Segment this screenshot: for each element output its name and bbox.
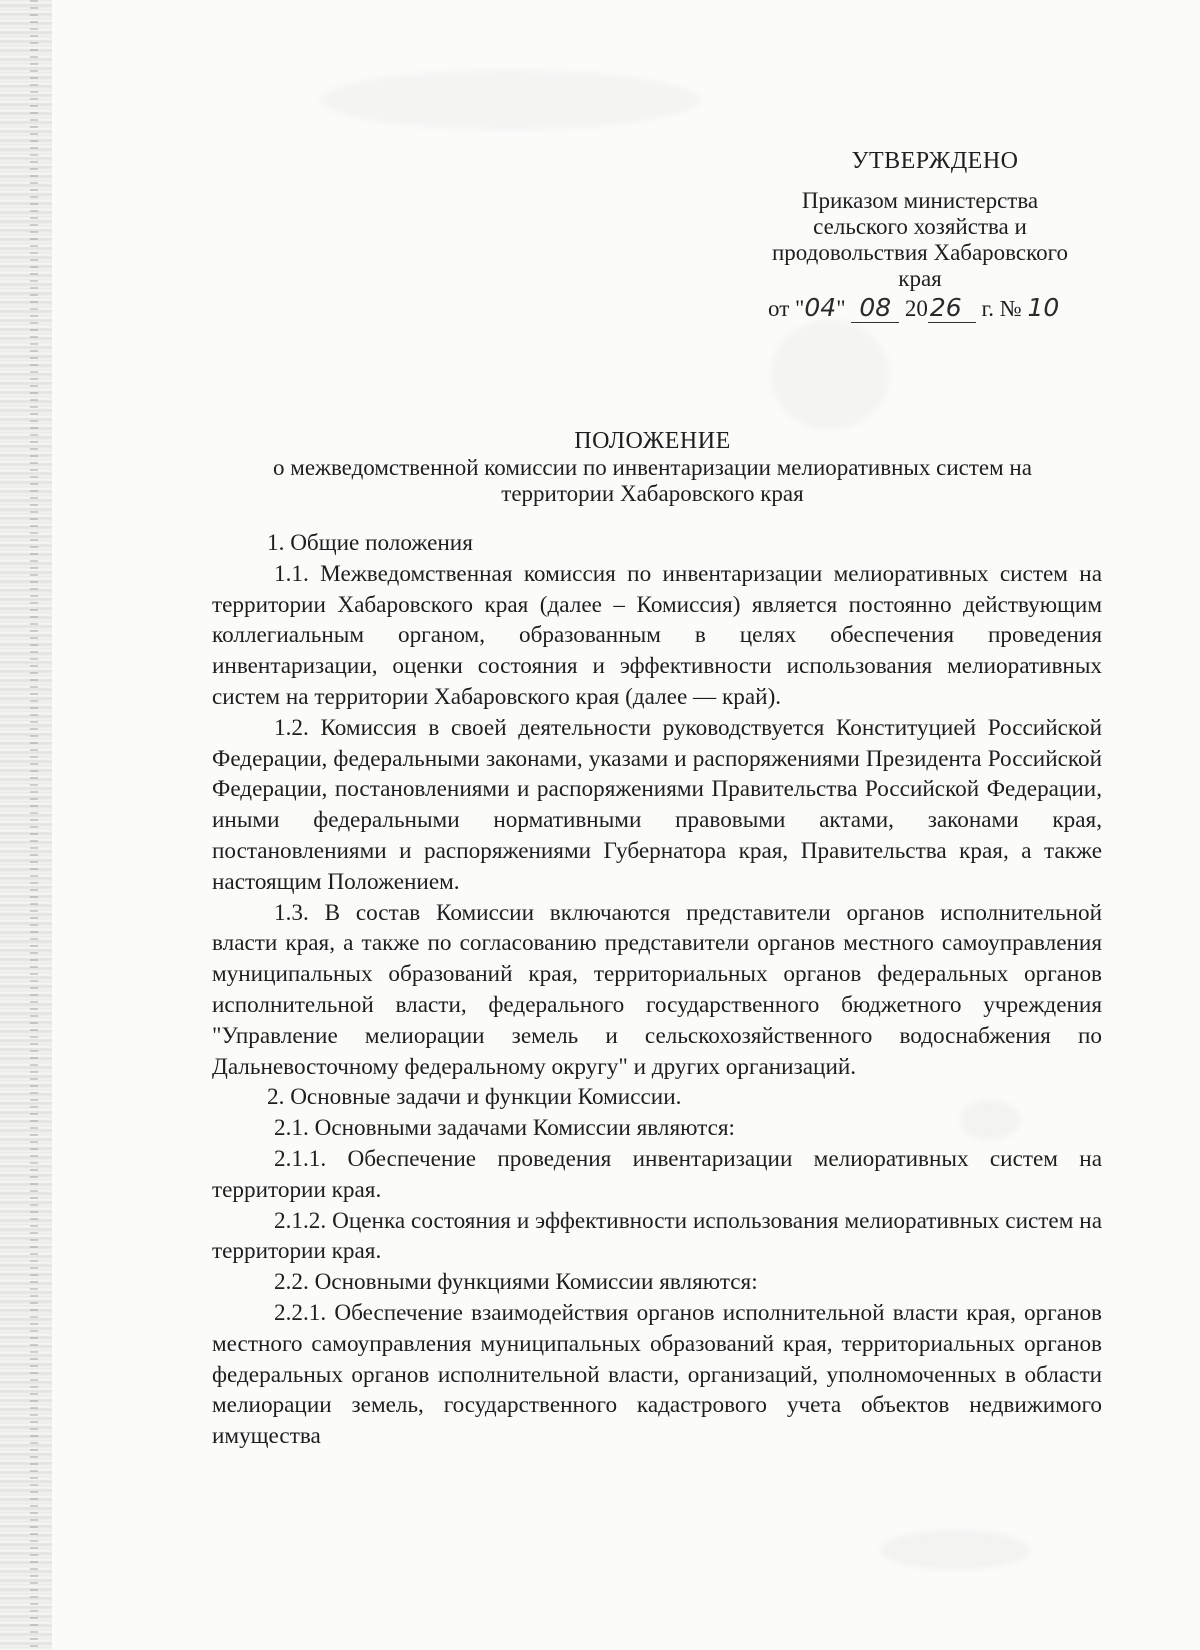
date-year-suffix: 26: [928, 293, 976, 323]
paragraph: 2.1. Основными задачами Комиссии являются:: [274, 1115, 735, 1142]
scan-edge-artifact: [0, 0, 52, 1650]
paragraph: 1.2. Комиссия в своей деятельности руководствуется Конституцией Российской Федерации, федеральными законами, указами и распоряжениями Президента Российской Федерации, постановлениями и распоряжениями Правительства Российской Федерации, иными федеральными нормативными правовыми актами, законами края, постановлениями и распоряжениями Губернатора края, Правительства края, а также настоящим Положением.: [212, 714, 1102, 895]
date-day: 04: [804, 293, 837, 322]
paragraph: 2.1.1. Обеспечение проведения инвентаризации мелиоративных систем на территории края.: [212, 1145, 1102, 1203]
approval-line: края: [898, 266, 942, 291]
paragraph: 2.2.1. Обеспечение взаимодействия органов исполнительной власти края, органов местного самоуправления муниципальных образований края, территориальных органов федеральных органов исполнительной власти, организаций, уполномоченных в области мелиорации земель, государственного кадастрового учета объектов недвижимого имущества: [212, 1299, 1102, 1450]
document-subtitle-line1: о межведомственной комиссии по инвентаризации мелиоративных систем на: [273, 455, 1032, 480]
approval-heading: УТВЕРЖДЕНО: [851, 148, 1019, 174]
section-heading: 2. Основные задачи и функции Комиссии.: [267, 1084, 682, 1111]
paragraph: 2.1.2. Оценка состояния и эффективности использования мелиоративных систем на территории края.: [212, 1207, 1102, 1265]
section-heading: 1. Общие положения: [267, 530, 473, 556]
approval-stamp-block: [740, 148, 1100, 292]
scan-smudge: [880, 1530, 1030, 1570]
paragraph: 2.2. Основными функциями Комиссии являются:: [274, 1269, 758, 1296]
paragraph: 1.3. В состав Комиссии включаются представители органов исполнительной власти края, а также по согласованию представители органов местного самоуправления муниципальных образований края, территориальных органов федеральных органов исполнительной власти, федерального государственного бюджетного учреждения "Управление мелиорации земель и сельскохозяйственного водоснабжения по Дальневосточному федеральному округу" и других организаций.: [212, 899, 1102, 1080]
document-subtitle-line2: территории Хабаровского края: [501, 481, 804, 506]
approval-line: сельского хозяйства и: [813, 214, 1027, 239]
order-number: 10: [1027, 293, 1060, 322]
date-sep: ": [836, 296, 846, 321]
date-month: 08: [851, 293, 899, 323]
order-date-line: [768, 293, 1059, 323]
order-number-label: г. №: [981, 296, 1022, 321]
document-body: [212, 528, 1102, 1452]
date-prefix: от ": [768, 296, 805, 321]
document-title-block: [205, 428, 1100, 507]
approval-line: Приказом министерства: [801, 188, 1039, 213]
scan-smudge: [320, 70, 700, 130]
paragraph: 1.1. Межведомственная комиссия по инвентаризации мелиоративных систем на территории Хабаровского края (далее – Комиссия) является постоянно действующим коллегиальным органом, образованным в целях обеспечения проведения инвентаризации, оценки состояния и эффективности использования мелиоративных систем на территории Хабаровского края (далее — край).: [212, 560, 1102, 710]
scan-smudge: [770, 320, 890, 430]
document-title: ПОЛОЖЕНИЕ: [574, 428, 731, 454]
date-year-prefix: 20: [904, 296, 928, 321]
approval-line: продовольствия Хабаровского: [771, 240, 1068, 265]
